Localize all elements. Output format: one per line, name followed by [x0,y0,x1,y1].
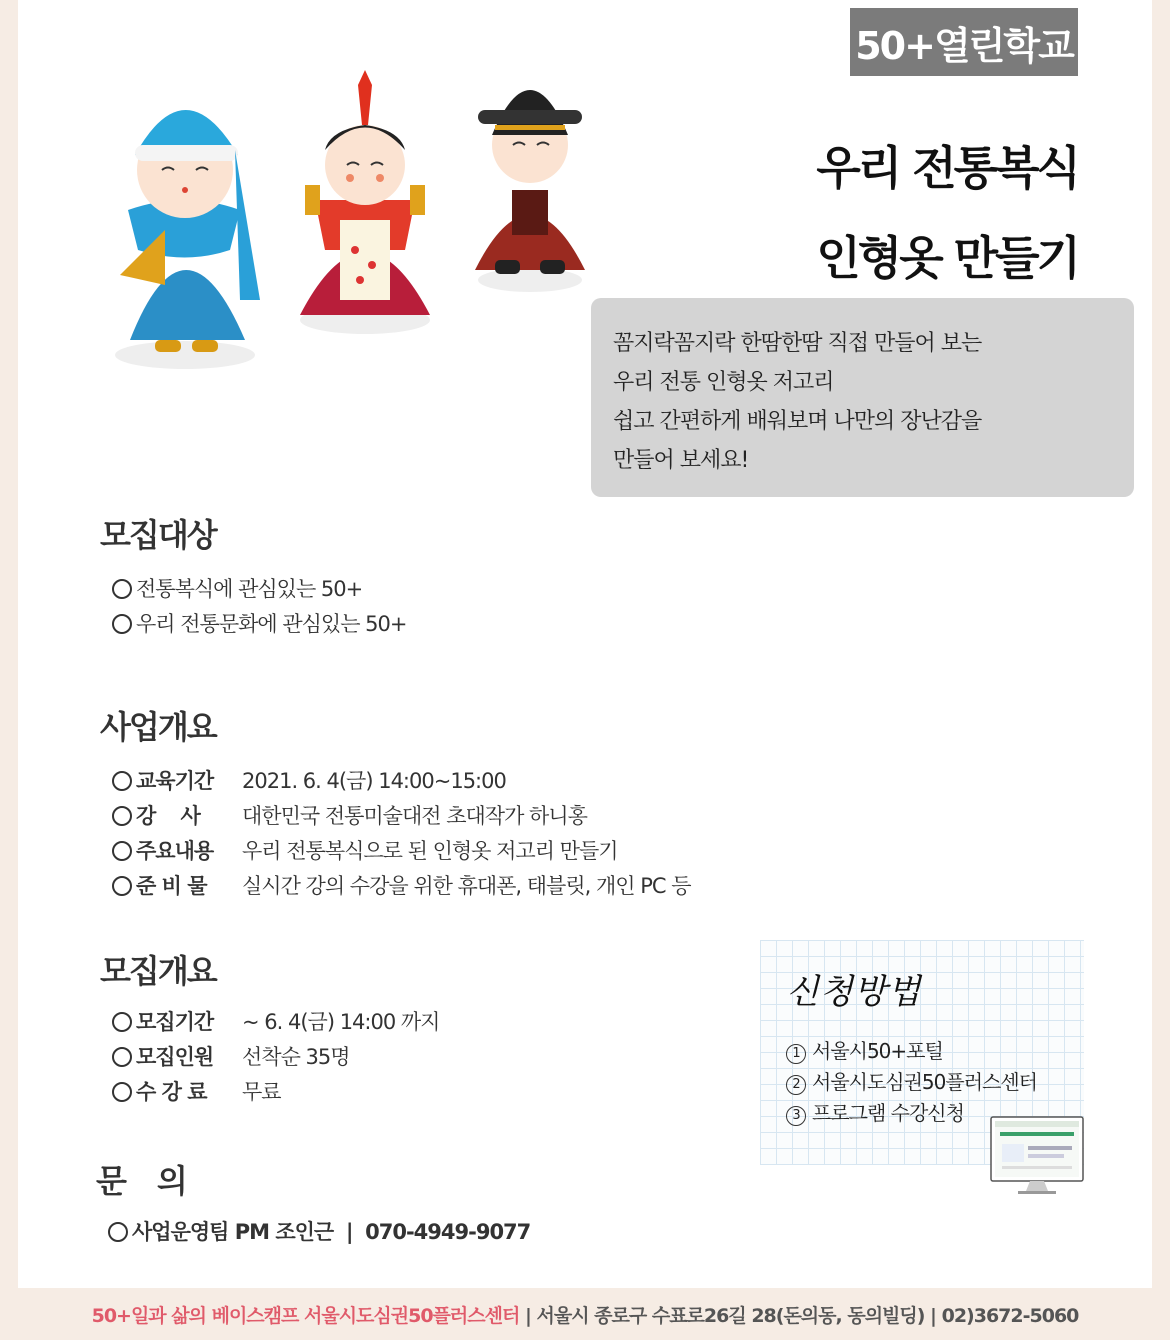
footer-address: | 서울시 종로구 수표로26길 28(돈의동, 동의빌딩) | 02)3672-5060 [519,1304,1079,1327]
contact-heading: 문의 [96,1162,218,1200]
hanbok-dolls-illustration [100,50,600,390]
list-item: 교육기간 2021. 6. 4(금) 14:00~15:00 [112,764,691,799]
target-list [112,572,407,642]
circle-bullet-icon [112,1047,132,1067]
circle-bullet-icon [112,806,132,826]
school-badge: 50+열린학교 [850,8,1078,76]
footer-org: 50+일과 삶의 베이스캠프 서울시도심권50플러스센터 [91,1304,520,1327]
official-doll [475,90,585,292]
intro-line: 쉽고 간편하게 배워보며 나만의 장난감을 [613,409,982,434]
list-item: 수 강 료 무료 [112,1075,439,1110]
circle-bullet-icon [112,1012,132,1032]
step-item: 3 프로그램 수강신청 [786,1098,1037,1129]
list-item: 준 비 물 실시간 강의 수강을 위한 휴대폰, 태블릿, 개인 PC 등 [112,869,691,904]
intro-line: 우리 전통 인형옷 저고리 [613,370,834,395]
footer-bar [0,1288,1170,1340]
step-item: 2 서울시도심권50플러스센터 [786,1067,1037,1098]
list-item: 우리 전통문화에 관심있는 50+ [112,607,407,642]
monitor-icon [990,1116,1084,1196]
overview-list [112,764,691,904]
intro-line: 만들어 보세요! [613,448,749,473]
recruit-heading: 모집개요 [100,952,216,990]
circle-bullet-icon [108,1222,128,1242]
apply-heading: 신청방법 [786,972,922,1012]
list-item: 모집인원 선착순 35명 [112,1040,439,1075]
circle-bullet-icon [112,841,132,861]
page-title-line2: 인형옷 만들기 [816,231,1078,285]
circle-bullet-icon [112,1082,132,1102]
list-item: 주요내용 우리 전통복식으로 된 인형옷 저고리 만들기 [112,834,691,869]
circle-bullet-icon [112,876,132,896]
list-item: 모집기간 ~ 6. 4(금) 14:00 까지 [112,1005,439,1040]
apply-method-card [760,940,1084,1165]
circle-bullet-icon [112,771,132,791]
list-item: 사업운영팀 PM 조인근 | 070-4949-9077 [108,1215,530,1250]
step-item: 1 서울시50+포털 [786,1036,1037,1067]
red-doll [300,70,430,334]
intro-line: 꼼지락꼼지락 한땀한땀 직접 만들어 보는 [613,331,982,356]
list-item: 전통복식에 관심있는 50+ [112,572,407,607]
circle-bullet-icon [112,614,132,634]
list-item: 강 사 대한민국 전통미술대전 초대작가 하니홍 [112,799,691,834]
intro-box [591,298,1134,497]
recruit-list [112,1005,439,1110]
circle-bullet-icon [112,579,132,599]
page-title-line1: 우리 전통복식 [816,141,1078,195]
target-heading: 모집대상 [100,516,216,554]
overview-heading: 사업개요 [100,708,216,746]
contact-info [108,1215,530,1250]
blue-doll [115,110,260,369]
